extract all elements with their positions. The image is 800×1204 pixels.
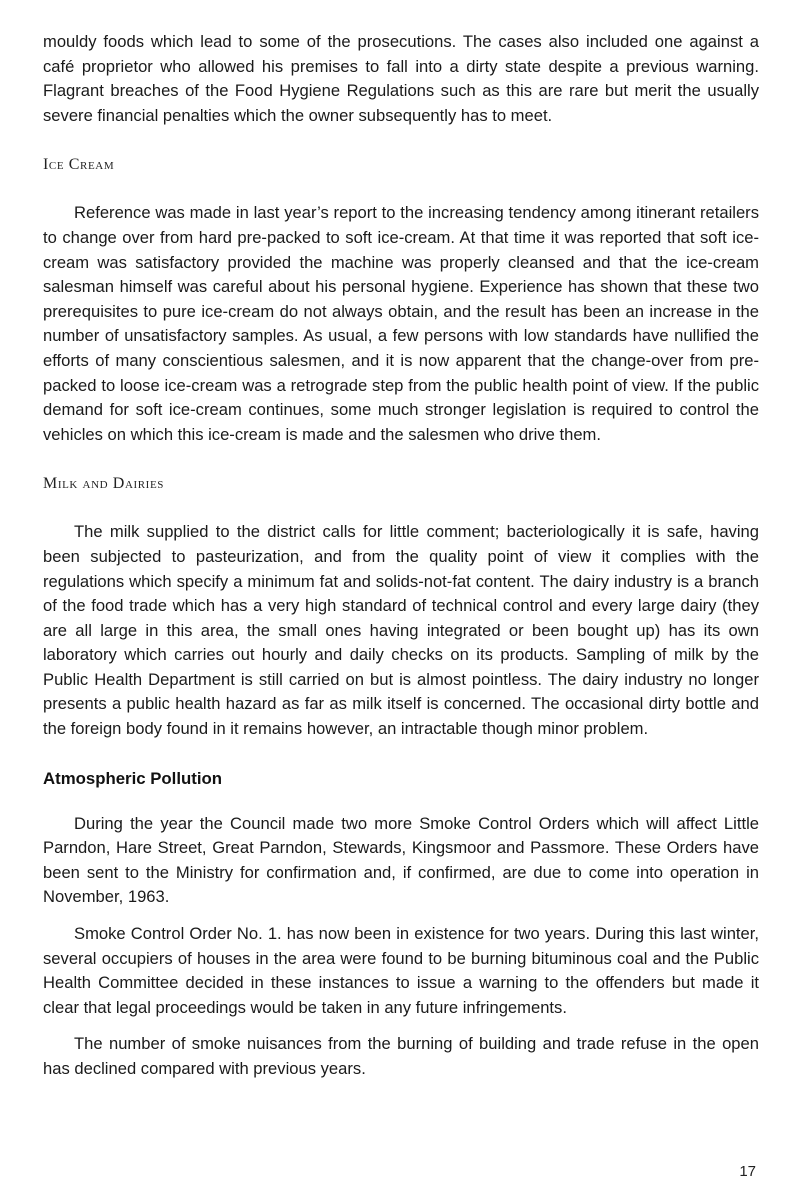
paragraph-pollution-3: The number of smoke nuisances from the burning of building and trade refuse in the open has declined compared with previous years. <box>43 1034 759 1078</box>
heading-ice-cream: Ice Cream <box>43 156 115 174</box>
document-page <box>43 30 759 1082</box>
paragraph-milk: The milk supplied to the district calls for little comment; bacteriologically it is safe, having been subjected to pasteurization, and from the quality point of view it complies with the regulations which specify a minimum fat and solids-not-fat content. The dairy industry is a branch of the food trade which has a very high standard of technical control and every large dairy (they are all large in this area, the small ones having integrated or been bought up) has its own laboratory which carries out hourly and daily checks on its products. Sampling of milk by the Public Health Department is still carried on but is almost pointless. The dairy industry no longer presents a public health hazard as far as milk itself is concerned. The occasional dirty bottle and the foreign body found in it remains however, an intractable though minor problem. <box>43 522 759 739</box>
paragraph-intro: mouldy foods which lead to some of the prosecutions. The cases also included one against a café proprietor who allowed his premises to fall into a dirty state despite a previous warning. Flagrant breaches of the Food Hygiene Regulations such as this are rare but merit the usually severe financial penalties which the owner subsequently has to meet. <box>43 32 759 125</box>
page-number: 17 <box>739 1163 756 1180</box>
heading-atmospheric-pollution: Atmospheric Pollution <box>43 768 223 788</box>
paragraph-ice-cream: Reference was made in last year’s report to the increasing tendency among itinerant retailers to change over from hard pre-packed to soft ice-cream. At that time it was reported that soft ice-cream was satisfactory provided the machine was properly cleansed and that the ice-cream salesman himself was careful about his personal hygiene. Experience has shown that these two prerequisites to pure ice-cream do not always obtain, and the result has been an increase in the number of unsatisfactory samples. As usual, a few persons with low standards have nullified the efforts of many conscientious salesmen, and it is now apparent that the change-over from pre-packed to loose ice-cream was a retrograde step from the public health point of view. If the public demand for soft ice-cream continues, some much stronger legislation is required to control the vehicles on which this ice-cream is made and the salesmen who drive them. <box>43 203 759 444</box>
paragraph-pollution-1: During the year the Council made two more Smoke Control Orders which will affect Little Parndon, Hare Street, Great Parndon, Stewards, Kingsmoor and Passmore. These Orders have been sent to the Ministry for confirmation and, if confirmed, are due to come into operation in November, 1963. <box>43 813 759 907</box>
heading-milk-and-dairies: Milk and Dairies <box>43 475 164 493</box>
paragraph-pollution-2: Smoke Control Order No. 1. has now been in existence for two years. During this last winter, several occupiers of houses in the area were found to be burning bituminous coal and the Public Health Committee decided in these instances to issue a warning to the offenders but made it clear that legal proceedings would be taken in any future infringements. <box>43 924 759 1017</box>
